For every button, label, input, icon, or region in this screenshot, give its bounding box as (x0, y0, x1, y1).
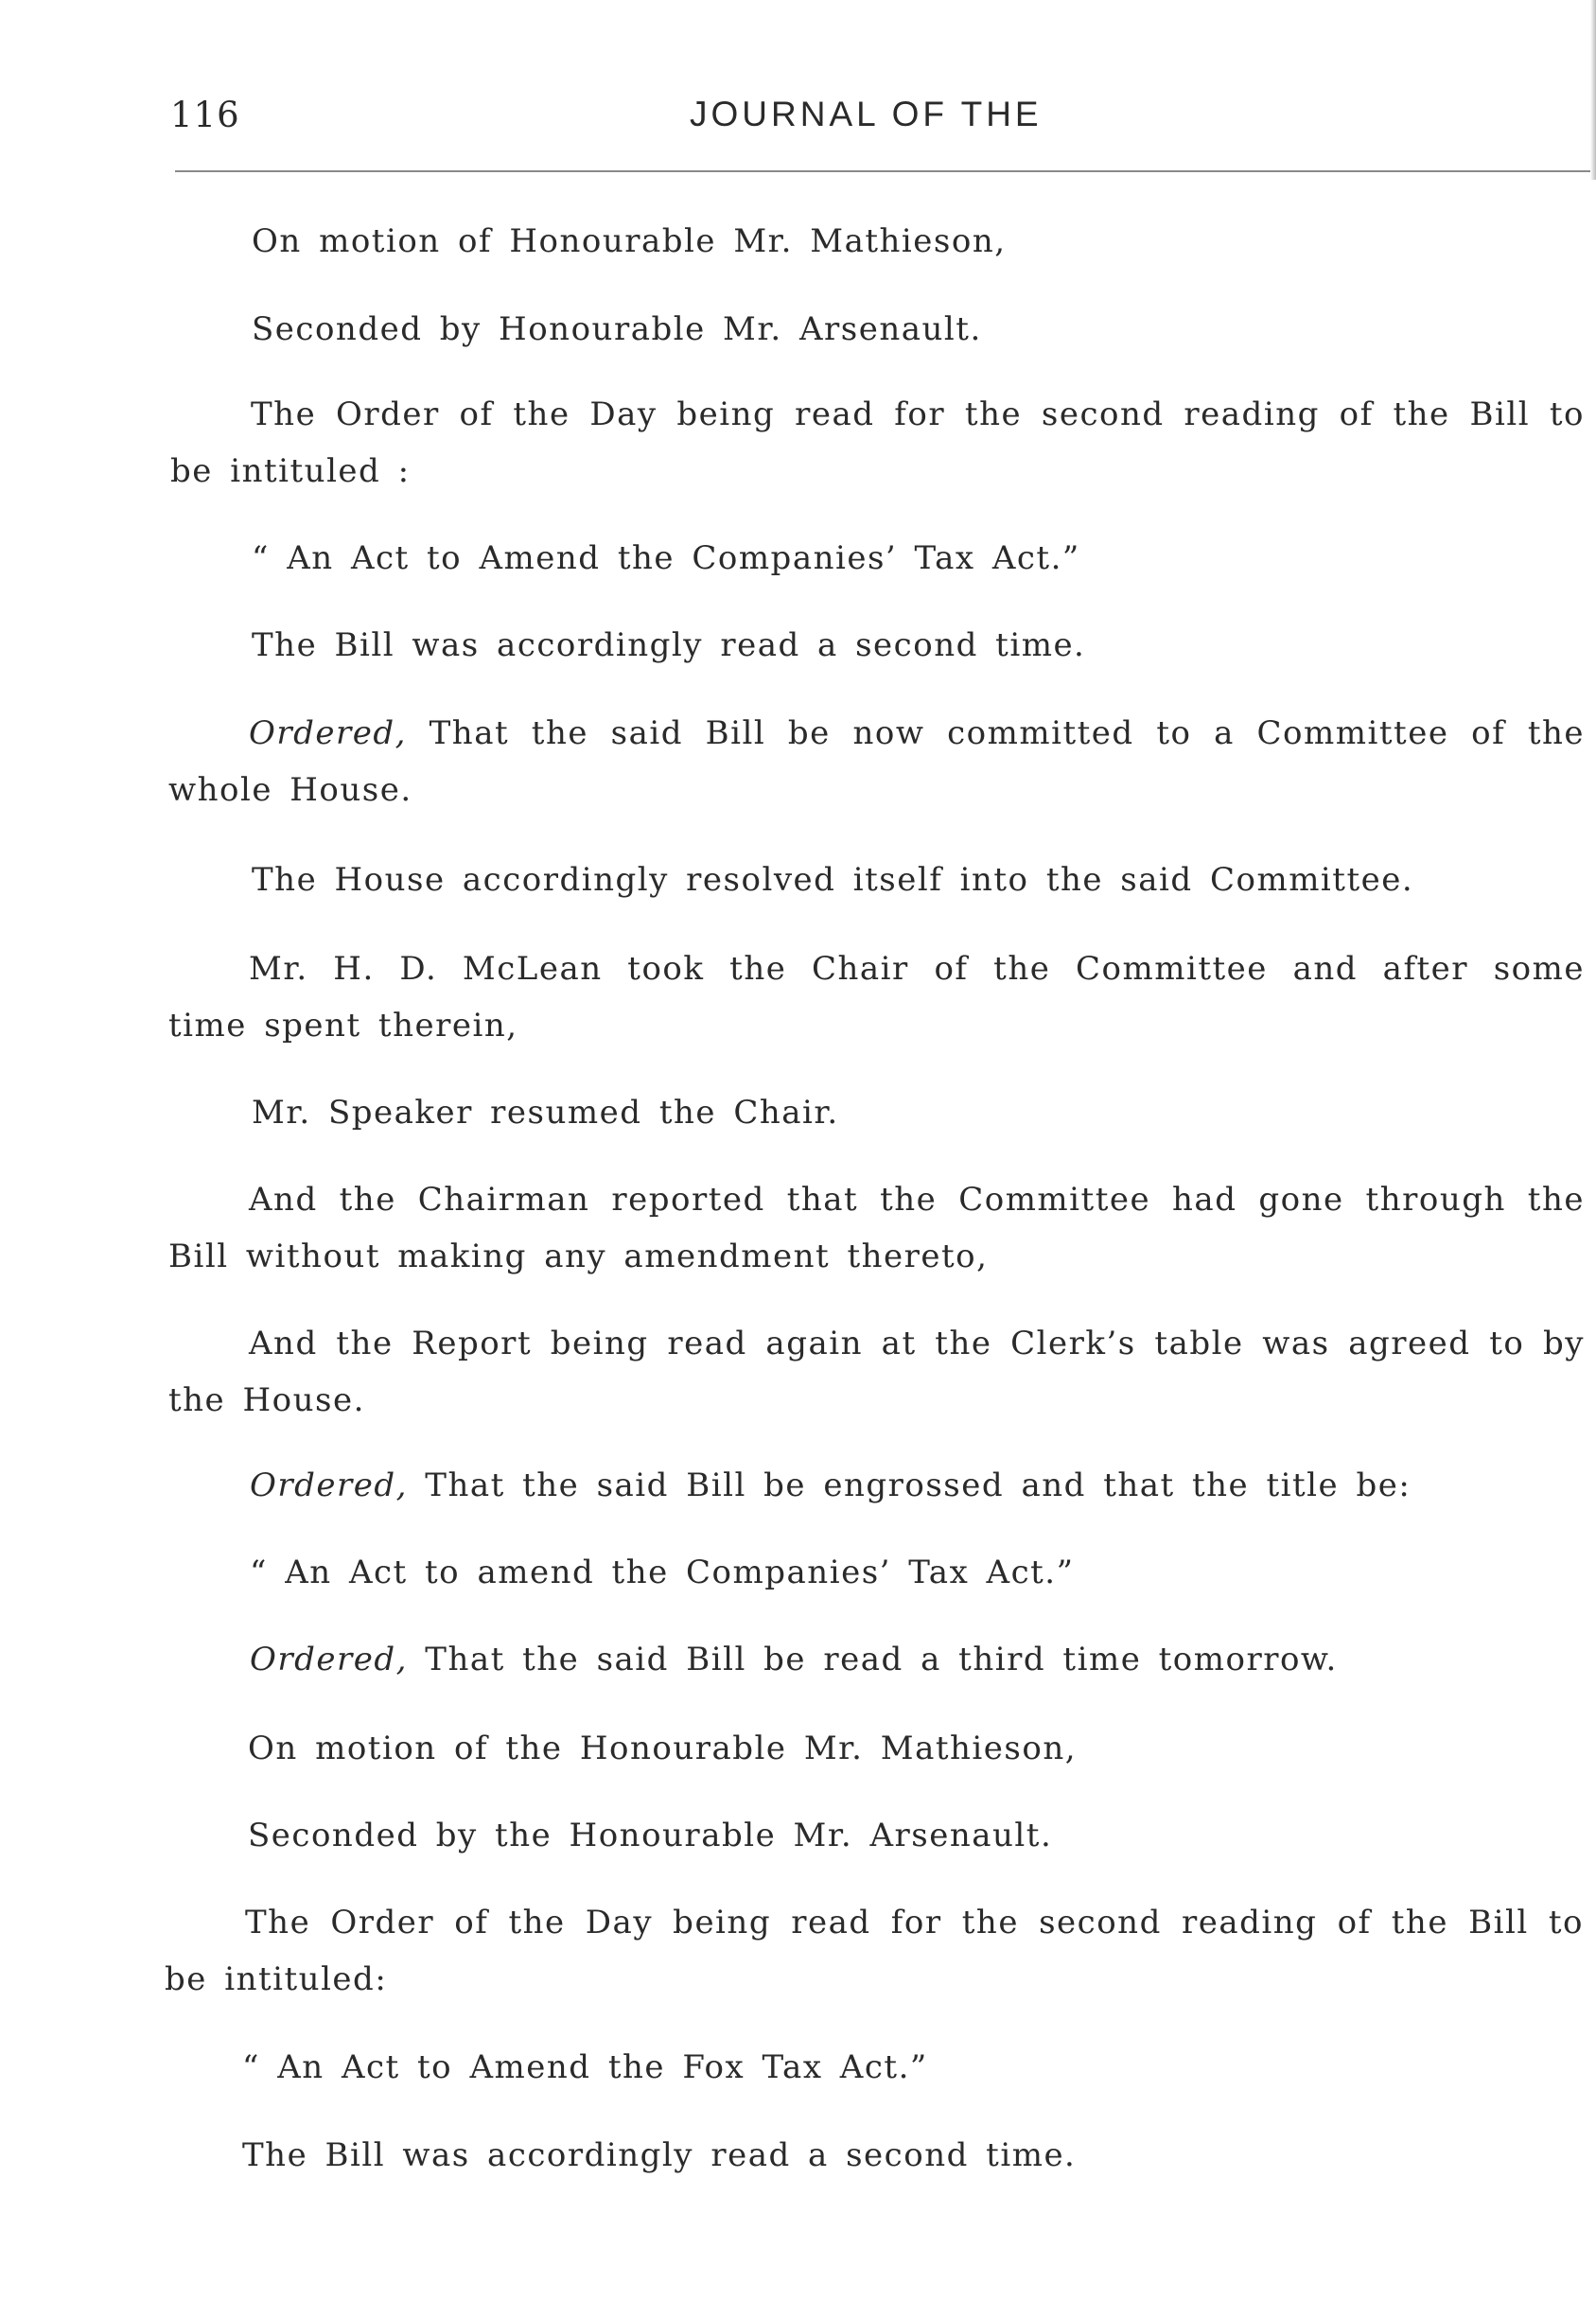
paragraph-seconded-2: Seconded by the Honourable Mr. Arsenault. (248, 1817, 1053, 1854)
paragraph-chairman-reported: And the Chairman reported that the Committee had gone through the Bill without making any amendment thereto, (168, 1181, 1585, 1275)
page-number: 116 (170, 95, 240, 135)
page-edge-shadow (1590, 0, 1596, 180)
paragraph-order-of-day-1: The Order of the Day being read for the second reading of the Bill to be intituled : (170, 395, 1585, 490)
paragraph-ordered-third-reading: Ordered, That the said Bill be read a third time tomorrow. (250, 1641, 1338, 1678)
paragraph-ordered-engrossed: Ordered, That the said Bill be engrossed and that the title be: (250, 1467, 1412, 1504)
paragraph-bill-title-1: “ An Act to Amend the Companies’ Tax Act.” (252, 539, 1080, 577)
paragraph-order-of-day-2: The Order of the Day being read for the second reading of the Bill to be intituled: (165, 1904, 1584, 1998)
paragraph-bill-title-3: “ An Act to Amend the Fox Tax Act.” (242, 2048, 928, 2086)
paragraph-speaker-resumed: Mr. Speaker resumed the Chair. (252, 1094, 839, 1132)
paragraph-house-resolved: The House accordingly resolved itself into the said Committee. (252, 861, 1414, 899)
paragraph-second-reading-2: The Bill was accordingly read a second time. (242, 2136, 1077, 2174)
paragraph-bill-title-2: “ An Act to amend the Companies’ Tax Act.” (250, 1554, 1075, 1591)
running-title: JOURNAL OF THE (690, 95, 1043, 133)
ordered-label: Ordered, (250, 1467, 408, 1504)
ordered-label: Ordered, (249, 714, 407, 752)
paragraph-report-agreed: And the Report being read again at the Clerk’s table was agreed to by the House. (168, 1325, 1585, 1419)
paragraph-ordered-committed: Ordered, That the said Bill be now committed to a Committee of the whole House. (168, 714, 1585, 809)
paragraph-motion-2: On motion of the Honourable Mr. Mathieson, (248, 1730, 1078, 1767)
ordered-label: Ordered, (250, 1641, 408, 1678)
paragraph-seconded-1: Seconded by Honourable Mr. Arsenault. (252, 310, 982, 348)
paragraph-motion-1: On motion of Honourable Mr. Mathieson, (252, 222, 1007, 260)
paragraph-chair-taken: Mr. H. D. McLean took the Chair of the Committee and after some time spent therein, (168, 950, 1585, 1045)
page-header (170, 95, 1589, 151)
paragraph-second-reading-1: The Bill was accordingly read a second time. (252, 626, 1086, 664)
header-rule (175, 170, 1591, 172)
